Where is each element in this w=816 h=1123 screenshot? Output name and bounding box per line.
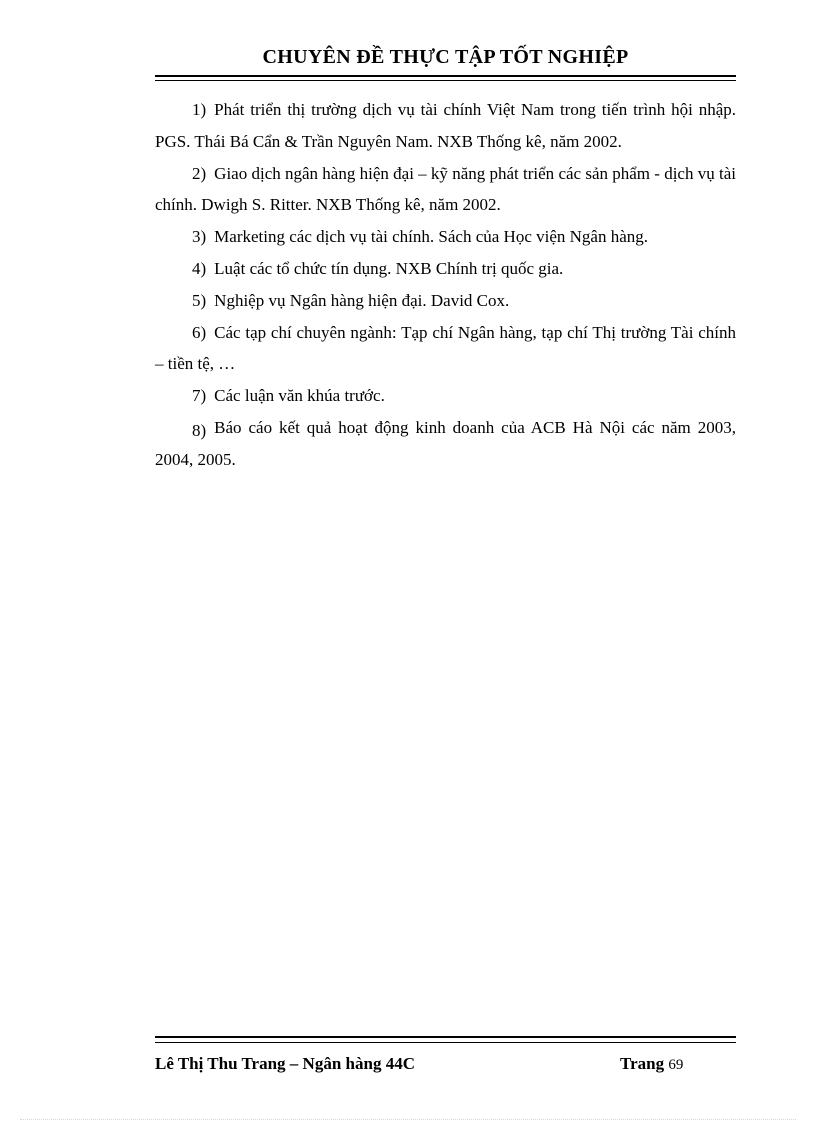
reference-text: Các tạp chí chuyên ngành: Tạp chí Ngân hàng, tạp chí Thị trường Tài chính – tiền tệ, … bbox=[155, 322, 736, 374]
page-edge-divider bbox=[20, 1119, 796, 1120]
page-number: 69 bbox=[668, 1057, 684, 1073]
reference-text: Giao dịch ngân hàng hiện đại – kỹ năng phát triển các sản phẩm - dịch vụ tài chính. Dwigh S. Ritter. NXB Thống kê, năm 2002. bbox=[155, 163, 736, 215]
reference-number: 4) bbox=[192, 258, 207, 278]
reference-text: Luật các tổ chức tín dụng. NXB Chính trị quốc gia. bbox=[214, 258, 564, 278]
reference-list bbox=[155, 94, 736, 476]
reference-number: 6) bbox=[192, 322, 207, 342]
footer-page bbox=[620, 1054, 683, 1074]
header-rule-thin bbox=[155, 80, 736, 81]
page-title: CHUYÊN ĐỀ THỰC TẬP TỐT NGHIỆP bbox=[262, 46, 629, 68]
reference-item bbox=[155, 380, 736, 412]
reference-item bbox=[155, 94, 736, 158]
reference-item bbox=[155, 253, 736, 285]
reference-item bbox=[155, 221, 736, 253]
reference-number: 8) bbox=[192, 420, 207, 440]
header-rule-thick bbox=[155, 75, 736, 77]
reference-item bbox=[155, 317, 736, 381]
reference-item bbox=[155, 412, 736, 476]
reference-item bbox=[155, 285, 736, 317]
reference-number: 1) bbox=[192, 100, 207, 119]
footer-rule-thin bbox=[155, 1042, 736, 1043]
reference-number: 3) bbox=[192, 227, 207, 247]
reference-item bbox=[155, 158, 736, 222]
reference-text: Marketing các dịch vụ tài chính. Sách của Học viện Ngân hàng. bbox=[214, 227, 648, 247]
reference-text: Nghiệp vụ Ngân hàng hiện đại. David Cox. bbox=[214, 290, 510, 310]
reference-text: Phát triển thị trường dịch vụ tài chính Việt Nam trong tiến trình hội nhập. PGS. Thái Bá Cẩn & Trần Nguyên Nam. NXB Thống kê, năm 2002. bbox=[155, 100, 736, 151]
page-label: Trang bbox=[620, 1054, 665, 1073]
reference-number: 2) bbox=[192, 163, 207, 183]
footer-rule-thick bbox=[155, 1036, 736, 1038]
reference-number: 7) bbox=[192, 386, 207, 406]
reference-text: Báo cáo kết quả hoạt động kinh doanh của ACB Hà Nội các năm 2003, 2004, 2005. bbox=[155, 417, 736, 469]
footer-author: Lê Thị Thu Trang – Ngân hàng 44C bbox=[155, 1054, 415, 1073]
reference-number: 5) bbox=[192, 290, 207, 310]
reference-text: Các luận văn khúa trước. bbox=[214, 386, 385, 406]
